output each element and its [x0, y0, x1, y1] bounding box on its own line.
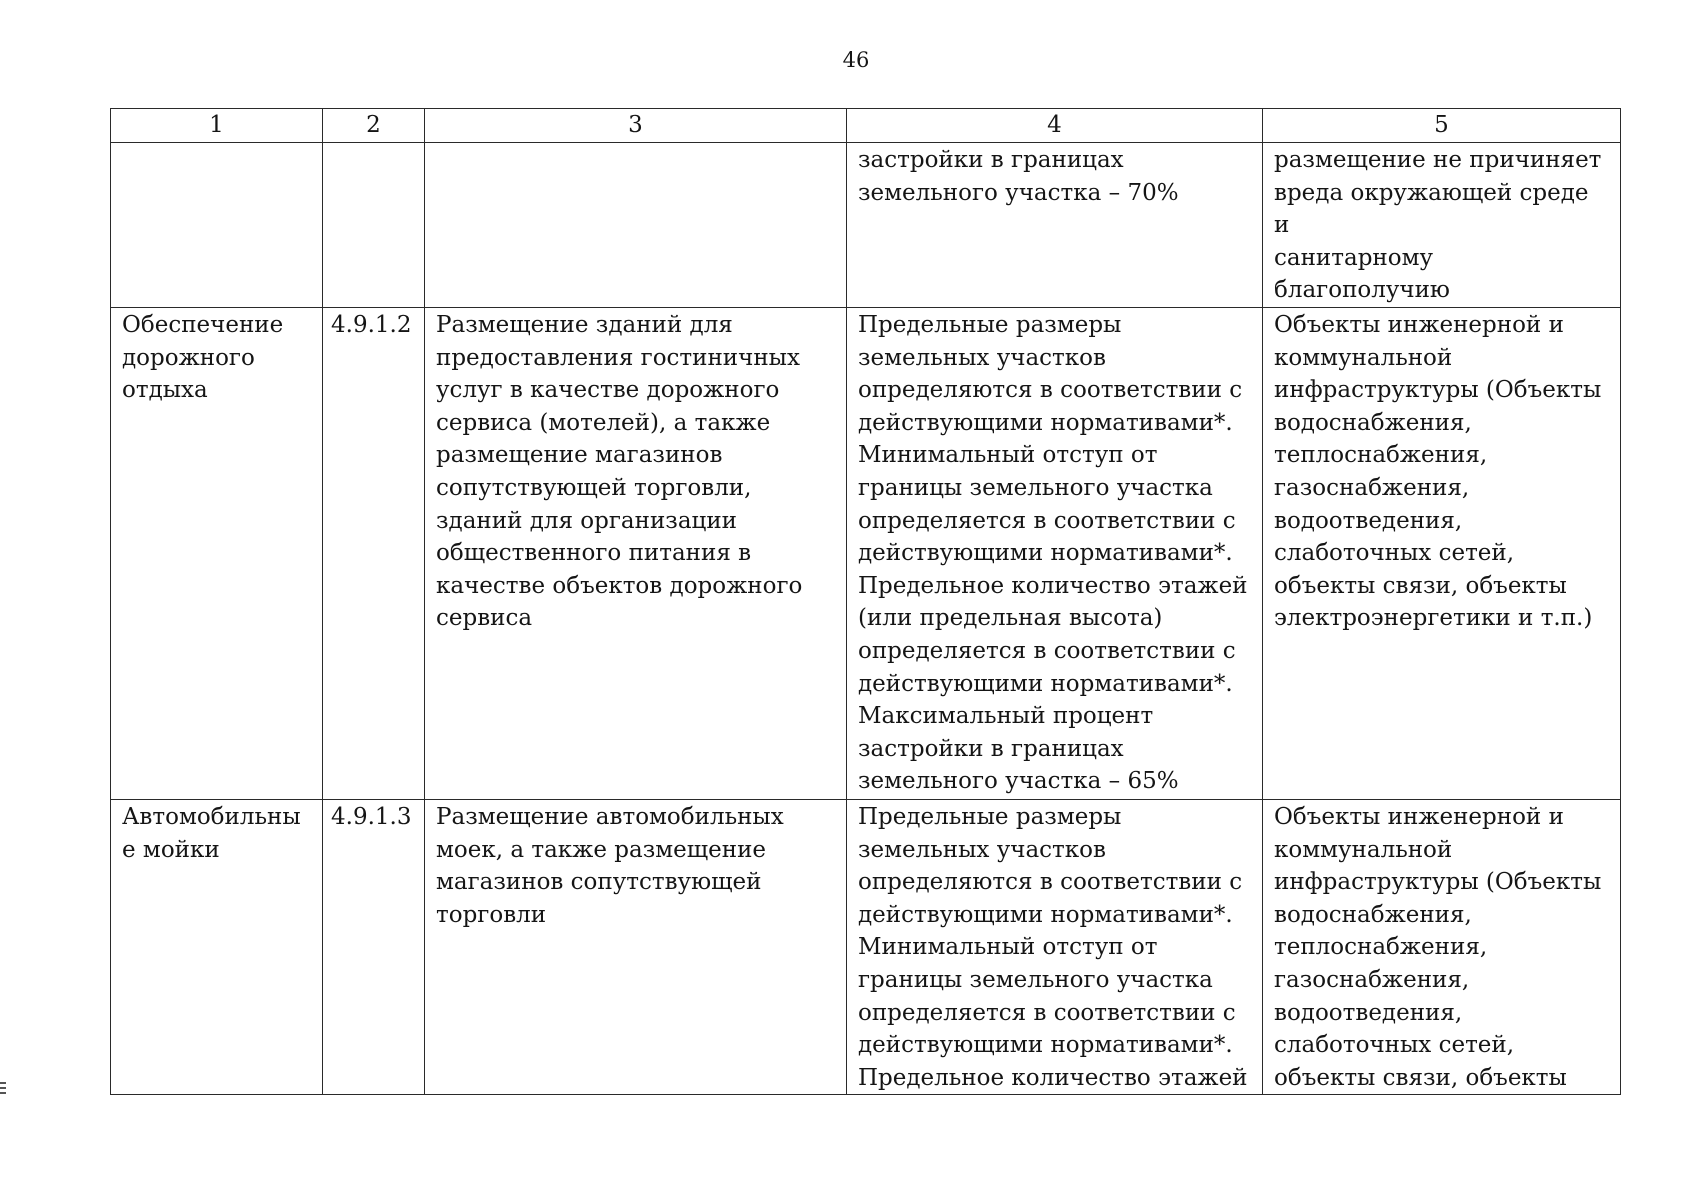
cell-notes: размещение не причиняет вреда окружающей среде и санитарному благополучию: [1263, 143, 1621, 308]
header-row: [111, 109, 1621, 143]
land-use-table: [110, 108, 1621, 1095]
cell-name: [111, 143, 323, 308]
cell-code: 4.9.1.2: [323, 307, 425, 799]
cell-description: Размещение зданий для предоставления гостиничных услуг в качестве дорожного сервиса (мотелей), а также размещение магазинов сопутствующей торговли, зданий для организации общественного питания в качестве объектов дорожного сервиса: [425, 307, 847, 799]
cell-notes: Объекты инженерной и коммунальной инфраструктуры (Объекты водоснабжения, теплоснабжения, газоснабжения, водоотведения, слаботочных сетей, объекты связи, объекты электроэнергетики и т.п.): [1263, 307, 1621, 799]
scan-mark: [0, 1092, 6, 1094]
scan-mark: [0, 1082, 6, 1084]
cell-name: Обеспечение дорожного отдыха: [111, 307, 323, 799]
column-header-2: 2: [323, 109, 425, 143]
table-row: [111, 307, 1621, 799]
column-header-5: 5: [1263, 109, 1621, 143]
page-number: 46: [842, 48, 870, 72]
table-row: [111, 799, 1621, 1094]
scan-edge-marks: [0, 1082, 6, 1096]
cell-notes: Объекты инженерной и коммунальной инфраструктуры (Объекты водоснабжения, теплоснабжения, газоснабжения, водоотведения, слаботочных сетей, объекты связи, объекты: [1263, 799, 1621, 1094]
scan-mark: [0, 1087, 6, 1089]
table-body: [111, 143, 1621, 1095]
cell-name: Автомобильны е мойки: [111, 799, 323, 1094]
cell-code: [323, 143, 425, 308]
table-header: [111, 109, 1621, 143]
cell-code: 4.9.1.3: [323, 799, 425, 1094]
table-row: [111, 143, 1621, 308]
cell-parameters: застройки в границах земельного участка – 70%: [847, 143, 1263, 308]
cell-parameters: Предельные размеры земельных участков определяются в соответствии с действующими нормативами*. Минимальный отступ от границы земельного участка определяется в соответствии с действующими нормативами*. Предельное количество этажей: [847, 799, 1263, 1094]
cell-description: [425, 143, 847, 308]
cell-parameters: Предельные размеры земельных участков определяются в соответствии с действующими нормативами*. Минимальный отступ от границы земельного участка определяется в соответствии с действующими нормативами*. Предельное количество этажей (или предельная высота) определяется в соответствии с действующими нормативами*. Максимальный процент застройки в границах земельного участка – 65%: [847, 307, 1263, 799]
column-header-1: 1: [111, 109, 323, 143]
column-header-3: 3: [425, 109, 847, 143]
column-header-4: 4: [847, 109, 1263, 143]
cell-description: Размещение автомобильных моек, а также размещение магазинов сопутствующей торговли: [425, 799, 847, 1094]
